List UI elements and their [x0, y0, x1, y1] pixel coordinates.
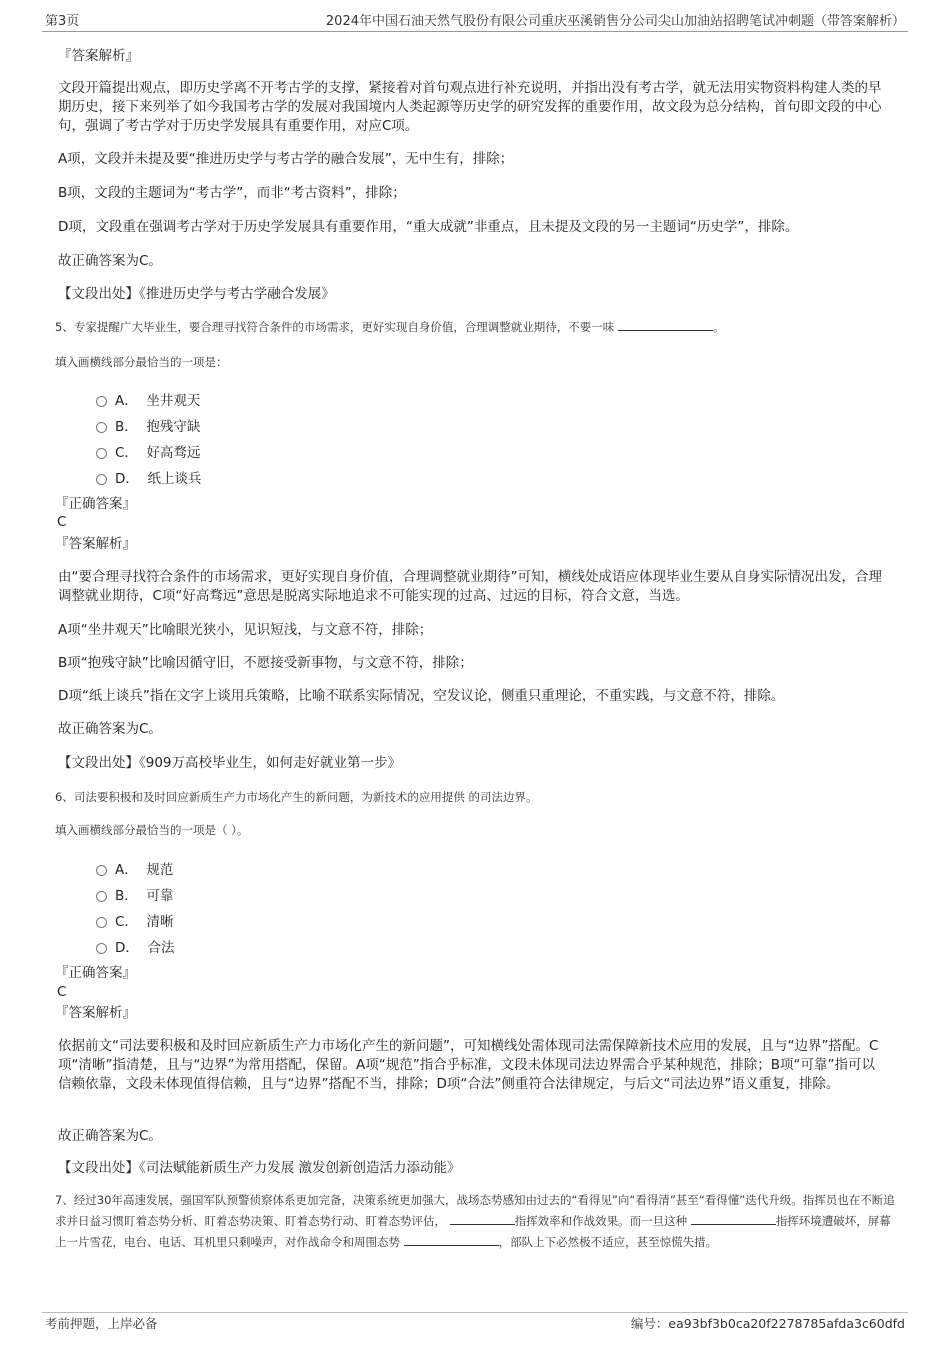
option-key: B． — [115, 888, 138, 904]
option-c[interactable] — [96, 910, 174, 930]
option-text: 好高骛远 — [146, 445, 201, 461]
analysis-paragraph: 由“要合理寻找符合条件的市场需求，更好实现自身价值，合理调整就业期待”可知，横线处成语应体现毕业生要从自身实际情况出发，合理调整就业期待，C项“好高骛远”意思是脱离实际地追求不可能实现的过高、过远的目标，符合文意，当选。 — [58, 569, 882, 604]
option-c[interactable] — [96, 441, 201, 461]
option-text: 合法 — [147, 940, 175, 956]
question-text: 5、专家提醒广大毕业生，要合理寻找符合条件的市场需求，更好实现自身价值，合理调整就业期待，不要一味 — [55, 320, 615, 334]
option-text: 清晰 — [146, 914, 174, 930]
correct-answer: C — [57, 984, 67, 1000]
footer-divider — [42, 1312, 908, 1313]
conclusion: 故正确答案为C。 — [58, 721, 162, 737]
answer-blank — [618, 318, 713, 331]
question-prompt: 填入画横线部分最恰当的一项是： — [55, 355, 228, 369]
conclusion: 故正确答案为C。 — [58, 1128, 162, 1144]
question-text: 指挥效率和作战效果。而一旦这种 — [514, 1214, 688, 1228]
option-b[interactable] — [96, 415, 200, 435]
option-key: A． — [115, 393, 138, 409]
option-key: A． — [115, 862, 138, 878]
page-number: 第3页 — [45, 14, 80, 29]
radio-icon[interactable] — [96, 891, 107, 902]
analysis-option-b: B项，文段的主题词为“考古学”，而非“考古资料”，排除； — [58, 185, 406, 201]
header-divider — [42, 31, 908, 32]
analysis-option-a: A项，文段并未提及要“推进历史学与考古学的融合发展”，无中生有，排除； — [58, 151, 514, 167]
analysis-label: 『答案解析』 — [55, 536, 136, 552]
document-id: 编号：ea93bf3b0ca20f2278785afda3c60dfd — [630, 1316, 905, 1331]
option-text: 规范 — [146, 862, 174, 878]
option-d[interactable] — [96, 467, 202, 487]
analysis-label: 『答案解析』 — [58, 48, 139, 64]
question-text: 指挥环境遭破坏，屏幕上一片雪花，电台、电话、耳机里只剩噪声，对作战命令和周围态势 — [55, 1214, 891, 1249]
footer-slogan: 考前押题，上岸必备 — [45, 1316, 158, 1331]
option-text: 坐井观天 — [146, 393, 201, 409]
radio-icon[interactable] — [96, 917, 107, 928]
answer-blank — [450, 1212, 515, 1225]
conclusion: 故正确答案为C。 — [58, 253, 162, 269]
option-a[interactable] — [96, 389, 200, 409]
option-text: 纸上谈兵 — [147, 471, 202, 487]
source: 【文段出处】《推进历史学与考古学融合发展》 — [58, 286, 335, 302]
radio-icon[interactable] — [96, 474, 107, 485]
correct-answer: C — [57, 514, 67, 530]
option-key: C． — [115, 914, 138, 930]
question-prompt: 填入画横线部分最恰当的一项是（ ）。 — [55, 823, 249, 837]
question-text: ，部队上下必然极不适应，甚至惊慌失措。 — [498, 1235, 718, 1249]
radio-icon[interactable] — [96, 448, 107, 459]
question-5 — [55, 316, 900, 338]
analysis-label: 『答案解析』 — [55, 1005, 136, 1021]
analysis-paragraph: 依据前文“司法要积极和及时回应新质生产力市场化产生的新问题”，可知横线处需体现司法需保障新技术应用的发展，且与“边界”搭配。C项“清晰”指清楚，且与“边界”为常用搭配，保留。A项“规范”指合乎标准，文段未体现司法边界需合乎某种规范，排除；B项“可靠”指可以信赖依靠，文段未体现值得信赖，且与“边界”搭配不当，排除；D项“合法”侧重符合法律规定，与后文“司法边界”语义重复，排除。 — [58, 1038, 879, 1092]
answer-blank — [691, 1212, 776, 1225]
radio-icon[interactable] — [96, 943, 107, 954]
option-key: C． — [115, 445, 138, 461]
document-title: 2024年中国石油天然气股份有限公司重庆巫溪销售分公司尖山加油站招聘笔试冲刺题（带答案解析） — [325, 14, 905, 29]
question-6: 6、司法要积极和及时回应新质生产力市场化产生的新问题，为新技术的应用提供 的司法边界。 — [55, 790, 538, 804]
answer-blank — [404, 1233, 499, 1246]
correct-answer-label: 『正确答案』 — [55, 965, 136, 981]
analysis-paragraph: 文段开篇提出观点，即历史学离不开考古学的支撑，紧接着对首句观点进行补充说明，并指出没有考古学，就无法用实物资料构建人类的早期历史，接下来列举了如今我国考古学的发展对我国境内人类起源等历史学的研究发挥的重要作用，故文段为总分结构，首句即文段的中心句，强调了考古学对于历史学发展具有重要作用，对应C项。 — [58, 80, 882, 134]
correct-answer-label: 『正确答案』 — [55, 496, 136, 512]
option-d[interactable] — [96, 936, 175, 956]
question-text: 7、经过30年高速发展，强国军队预警侦察体系更加完备，决策系统更加强大，战场态势感知由过去的“看得见”向“看得清”甚至“看得懂”迭代升级。指挥员也在不断追求并日益习惯盯着态势分析、盯着态势决策、盯着态势行动、盯着态势评估， — [55, 1193, 895, 1228]
analysis-option-a: A项“坐井观天”比喻眼光狭小，见识短浅，与文意不符，排除； — [58, 622, 433, 638]
option-key: B． — [115, 419, 138, 435]
option-key: D． — [115, 471, 139, 487]
analysis-option-b: B项“抱残守缺”比喻因循守旧，不愿接受新事物，与文意不符，排除； — [58, 655, 473, 671]
source: 【文段出处】《909万高校毕业生，如何走好就业第一步》 — [58, 755, 402, 771]
option-text: 可靠 — [146, 888, 174, 904]
source: 【文段出处】《司法赋能新质生产力发展 激发创新创造活力添动能》 — [58, 1160, 461, 1176]
question-end: 。 — [712, 320, 725, 334]
option-b[interactable] — [96, 884, 173, 904]
question-7 — [55, 1190, 900, 1253]
radio-icon[interactable] — [96, 865, 107, 876]
radio-icon[interactable] — [96, 396, 107, 407]
radio-icon[interactable] — [96, 422, 107, 433]
option-key: D． — [115, 940, 139, 956]
analysis-option-d: D项“纸上谈兵”指在文字上谈用兵策略，比喻不联系实际情况，空发议论，侧重只重理论，不重实践，与文意不符，排除。 — [58, 688, 785, 704]
option-a[interactable] — [96, 858, 173, 878]
analysis-option-d: D项，文段重在强调考古学对于历史学发展具有重要作用，“重大成就”非重点，且未提及文段的另一主题词“历史学”，排除。 — [58, 219, 799, 235]
option-text: 抱残守缺 — [146, 419, 201, 435]
